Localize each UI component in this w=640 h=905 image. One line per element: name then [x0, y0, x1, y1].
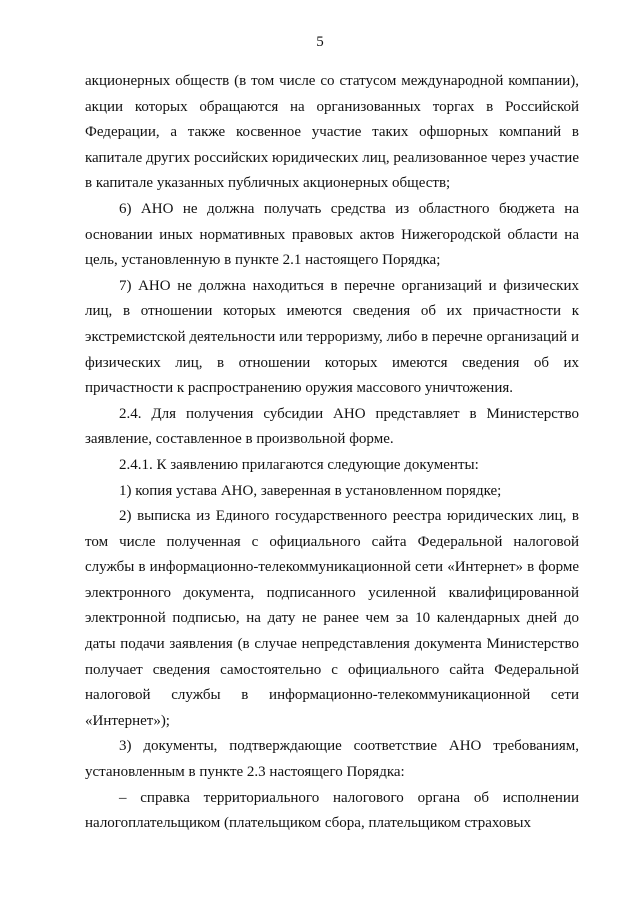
paragraph-2-4: 2.4. Для получения субсидии АНО представляет в Министерство заявление, составленное в произвольной форме.	[85, 405, 579, 448]
paragraph-2-4-1: 2.4.1. К заявлению прилагаются следующие документы:	[119, 456, 479, 473]
paragraph-item-7: 7) АНО не должна находиться в перечне организаций и физических лиц, в отношении которых имеются сведения об их причастности к экстремистской деятельности или терроризму, либо в перечне организаций и физических лиц, в отношении которых имеются сведения об их причастности к распространению оружия массового уничтожения.	[85, 277, 579, 397]
paragraph-item-6: 6) АНО не должна получать средства из областного бюджета на основании иных нормативных правовых актов Нижегородской области на цель, установленную в пункте 2.1 настоящего Порядка;	[85, 200, 579, 269]
page-number: 5	[316, 34, 324, 50]
paragraph-tax-certificate: – справка территориального налогового органа об исполнении налогоплательщиком (плательщиком сбора, плательщиком страховых	[85, 789, 579, 832]
paragraph-doc-1: 1) копия устава АНО, заверенная в установленном порядке;	[119, 482, 502, 499]
paragraph-continuation: акционерных обществ (в том числе со статусом международной компании), акции которых обращаются на организованных торгах в Российской Федерации, а также косвенное участие таких офшорных компаний в капитале других российских юридических лиц, реализованное через участие в капитале указанных публичных акционерных обществ;	[85, 73, 579, 192]
document-body	[85, 69, 579, 837]
paragraph-doc-2: 2) выписка из Единого государственного реестра юридических лиц, в том числе полученная с официального сайта Федеральной налоговой службы в информационно-телекоммуникационной сети «Интернет» в форме электронного документа, подписанного усиленной квалифицированной электронной подписью, на дату не ранее чем за 10 календарных дней до даты подачи заявления (в случае непредставления документа Министерство получает сведения самостоятельно с официального сайта Федеральной налоговой службы в информационно-телекоммуникационной сети «Интернет»);	[85, 508, 579, 729]
paragraph-doc-3: 3) документы, подтверждающие соответствие АНО требованиям, установленным в пункте 2.3 настоящего Порядка:	[85, 738, 579, 781]
